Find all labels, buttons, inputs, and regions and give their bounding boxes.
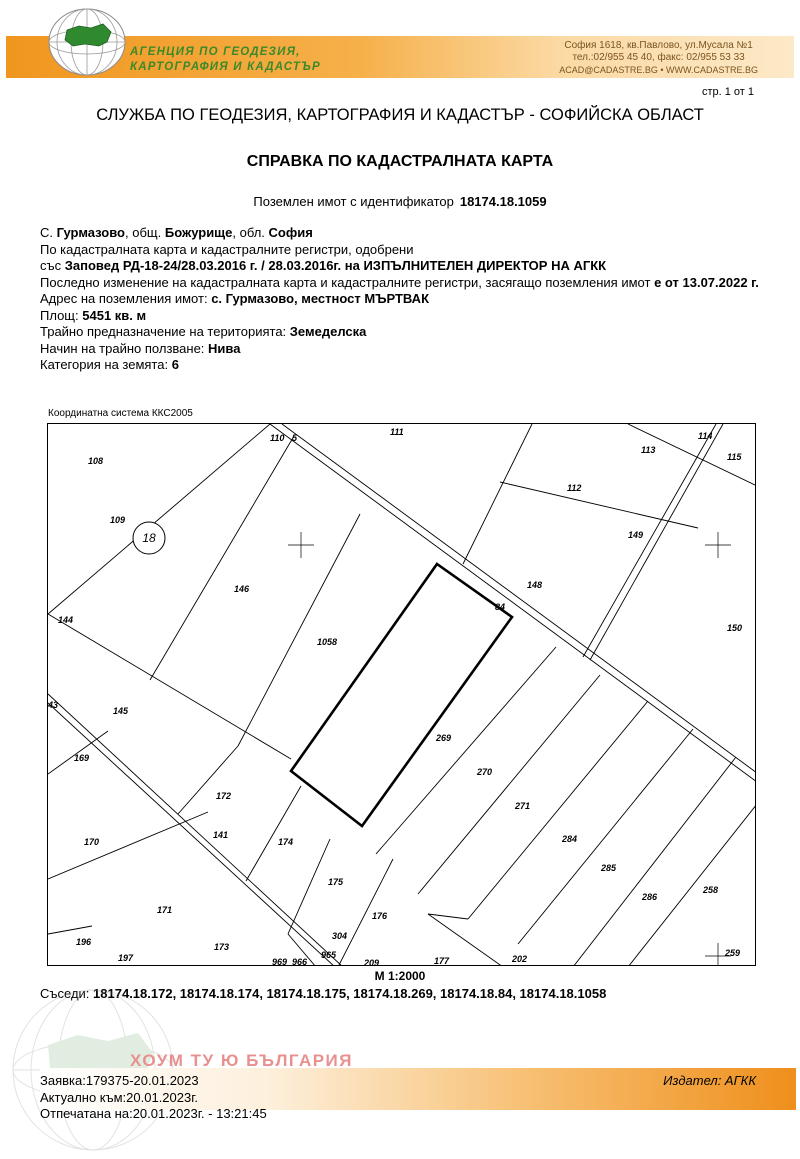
parcel-label-1058: 1058 xyxy=(317,637,338,647)
village-prefix: С. xyxy=(40,225,53,240)
road-edge xyxy=(48,694,343,966)
parcel-label-285: 285 xyxy=(601,863,617,873)
parcel-label-169: 169 xyxy=(74,753,90,763)
parcel-label-284: 284 xyxy=(562,834,578,844)
agency-name-line2: КАРТОГРАФИЯ И КАДАСТЪР xyxy=(130,61,321,73)
parcel-label-304: 304 xyxy=(332,931,348,941)
parcel-label-174: 174 xyxy=(278,837,294,847)
agency-name-line1: АГЕНЦИЯ ПО ГЕОДЕЗИЯ, xyxy=(130,46,301,58)
document-title: СПРАВКА ПО КАДАСТРАЛНАТА КАРТА xyxy=(246,153,554,170)
parcel-label-196: 196 xyxy=(76,937,92,947)
parcel-label-115: 115 xyxy=(727,452,742,462)
parcel-label-177: 177 xyxy=(434,956,450,966)
usage-label: Начин на трайно ползване: xyxy=(40,340,205,356)
region: София xyxy=(268,225,313,240)
parcel-label-202: 202 xyxy=(512,954,528,964)
purpose-value: Земеделска xyxy=(289,324,367,339)
request-number: Заявка:179375-20.01.2023 xyxy=(40,1073,199,1088)
current-as-of: Актуално към:20.01.2023г. xyxy=(40,1089,198,1105)
parcel-label-269: 269 xyxy=(436,733,452,743)
address-label: Адрес на поземления имот: xyxy=(40,291,208,306)
parcel-labels xyxy=(48,427,742,966)
map-scale: М 1:2000 xyxy=(374,969,426,983)
parcel-label-176: 176 xyxy=(372,911,388,921)
parcel-label-173: 173 xyxy=(214,942,230,952)
printed-on: Отпечатана на:20.01.2023г. - 13:21:45 xyxy=(40,1106,267,1121)
plot-label: Поземлен имот с идентификатор xyxy=(253,194,454,209)
last-change-value: е от 13.07.2022 г. xyxy=(654,274,759,290)
parcel-label-144: 144 xyxy=(58,615,74,625)
road-edge xyxy=(282,424,756,773)
target-parcel-outline xyxy=(291,564,512,826)
agency-address: София 1618, кв.Павлово, ул.Мусала №1 xyxy=(564,40,753,51)
village: Гурмазово xyxy=(56,225,126,240)
order-line xyxy=(40,258,770,275)
last-change-line xyxy=(40,275,770,292)
area-value: 5451 кв. м xyxy=(82,307,147,323)
parcel-label-175: 175 xyxy=(328,877,344,887)
parcel-label-170: 170 xyxy=(84,837,100,847)
parcel-label-5: 5 xyxy=(292,433,298,443)
plot-identifier: 18174.18.1059 xyxy=(459,194,547,209)
parcel-label-43: 43 xyxy=(48,700,59,710)
parcel-label-112: 112 xyxy=(567,483,582,493)
parcel-label-209: 209 xyxy=(364,958,380,967)
municipality: Божурище xyxy=(164,225,233,240)
agency-logo-globe-icon xyxy=(45,6,129,78)
cadastral-map[interactable] xyxy=(47,423,756,966)
parcel-label-171: 171 xyxy=(157,905,173,915)
parcel-label-149: 149 xyxy=(628,530,644,540)
parcel-label-113: 113 xyxy=(641,445,656,455)
purpose-line xyxy=(40,324,770,341)
parcel-label-259: 259 xyxy=(725,948,741,958)
publisher: Издател: АГКК xyxy=(663,1073,756,1088)
parcel-label-270: 270 xyxy=(477,767,493,777)
agency-contact xyxy=(559,40,758,76)
page-number: стр. 1 от 1 xyxy=(701,86,754,98)
region-marker-label: 18 xyxy=(142,531,156,545)
municipality-prefix: , общ. xyxy=(125,225,162,240)
usage-line xyxy=(40,341,770,358)
parcel-label-150: 150 xyxy=(727,623,743,633)
area-line xyxy=(40,308,770,325)
parcel-label-114: 114 xyxy=(698,431,713,441)
parcel-label-197: 197 xyxy=(118,953,134,963)
category-line xyxy=(40,357,770,374)
plot-identifier-line xyxy=(0,194,800,209)
location-line xyxy=(40,225,770,242)
agency-web[interactable]: ACAD@CADASTRE.BG • WWW.CADASTRE.BG xyxy=(559,65,758,75)
parcel-label-141: 141 xyxy=(213,830,229,840)
parcel-label-286: 286 xyxy=(642,892,658,902)
order-prefix: със xyxy=(40,258,62,273)
area-label: Площ: xyxy=(40,307,79,323)
parcel-label-965: 965 xyxy=(321,950,337,960)
usage-value: Нива xyxy=(208,340,241,356)
parcel-label-966: 966 xyxy=(292,957,308,967)
watermark: ХОУМ ТУ Ю БЪЛГАРИЯ xyxy=(130,1051,353,1070)
parcel-label-258: 258 xyxy=(703,885,719,895)
neighbors-label: Съседи: xyxy=(40,986,90,1001)
parcel-label-109: 109 xyxy=(110,515,126,525)
plot-info xyxy=(40,225,770,374)
order: Заповед РД-18-24/28.03.2016 г. / 28.03.2016г. на ИЗПЪЛНИТЕЛЕН ДИРЕКТОР НА АГКК xyxy=(64,258,607,273)
category-value: 6 xyxy=(171,357,179,372)
neighbors-value: 18174.18.172, 18174.18.174, 18174.18.175, 18174.18.269, 18174.18.84, 18174.18.1058 xyxy=(93,986,607,1001)
parcel-label-969: 969 xyxy=(272,957,288,967)
region-prefix: , обл. xyxy=(232,225,265,240)
service-title: СЛУЖБА ПО ГЕОДЕЗИЯ, КАРТОГРАФИЯ И КАДАСТЪР - СОФИЙСКА ОБЛАСТ xyxy=(96,106,704,124)
category-label: Категория на земята: xyxy=(40,357,169,372)
address-line xyxy=(40,291,770,308)
cadastral-map-canvas xyxy=(48,424,756,966)
address-value: с. Гурмазово, местност МЪРТВАК xyxy=(211,291,429,306)
parcel-label-111: 111 xyxy=(390,427,404,437)
road-edge xyxy=(270,424,756,782)
agency-name xyxy=(130,45,321,75)
footer-info xyxy=(40,1073,267,1123)
parcel-label-145: 145 xyxy=(113,706,129,716)
parcel-label-146: 146 xyxy=(234,584,250,594)
parcel-label-148: 148 xyxy=(527,580,543,590)
agency-phone: тел.:02/955 45 40, факс: 02/955 53 33 xyxy=(572,52,745,63)
parcel-label-172: 172 xyxy=(216,791,232,801)
approved-line: По кадастралната карта и кадастралните регистри, одобрени xyxy=(40,241,414,257)
parcel-label-110: 110 xyxy=(270,433,285,443)
road-edge xyxy=(590,424,723,660)
purpose-label: Трайно предназначение на територията: xyxy=(40,324,287,339)
parcel-label-108: 108 xyxy=(88,456,104,466)
coordinate-system: Координатна система ККС2005 xyxy=(48,408,193,419)
parcel-label-271: 271 xyxy=(515,801,531,811)
road-edge xyxy=(583,424,716,657)
last-change-text: Последно изменение на кадастралната карта и кадастралните регистри, засягащо поземления имот xyxy=(40,274,651,290)
parcel-label-84: 84 xyxy=(495,602,506,612)
